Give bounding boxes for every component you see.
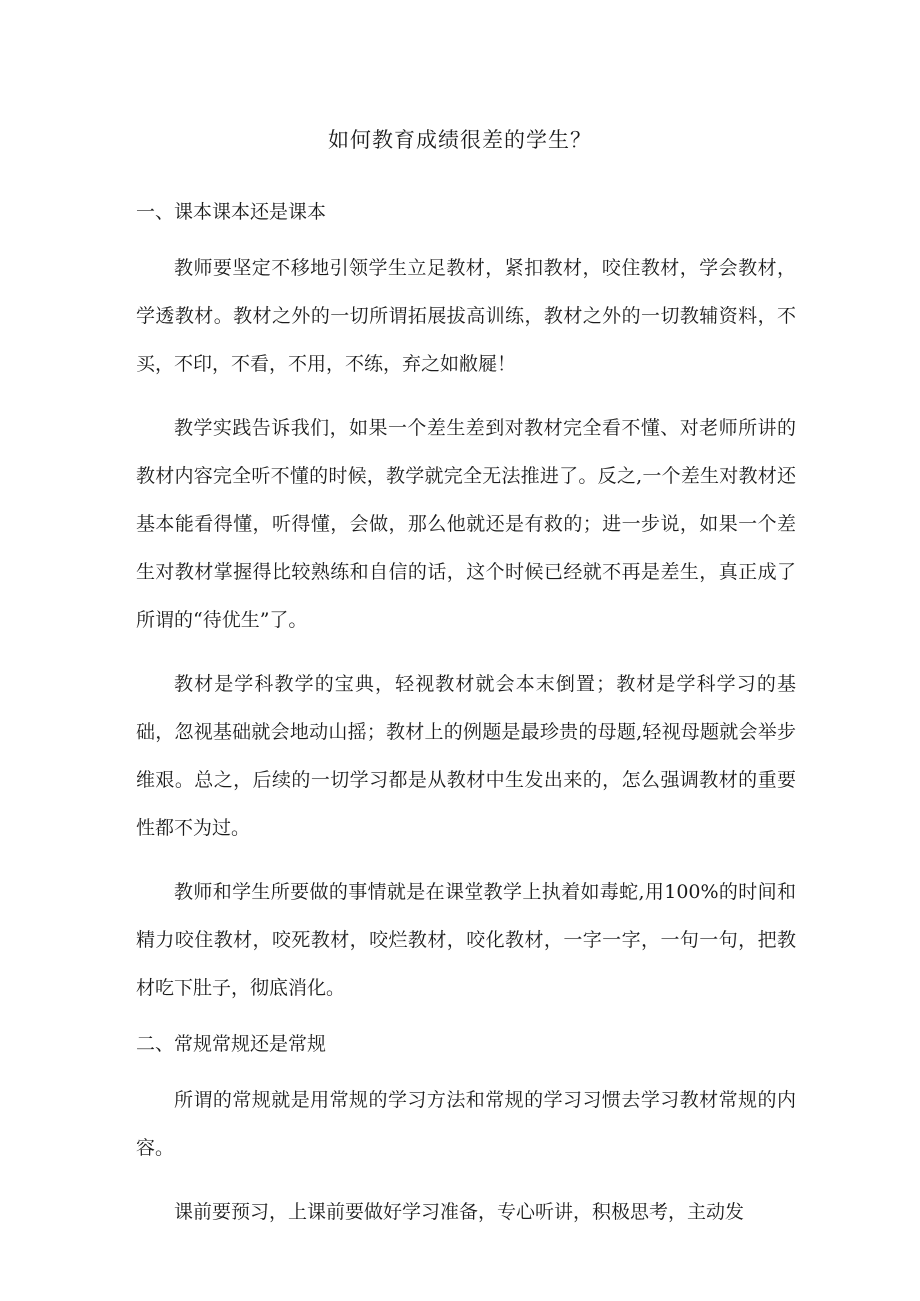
paragraph: 教学实践告诉我们，如果一个差生差到对教材完全看不懂、对老师所讲的教材内容完全听不懂的时候，教学就完全无法推进了。反之,一个差生对教材还基本能看得懂，听得懂，会做，那么他就还是有救的；进一步说，如果一个差生对教材掌握得比较熟练和自信的话，这个时候已经就不再是差生，真正成了所谓的“待优生”了。	[136, 417, 796, 631]
paragraph: 所谓的常规就是用常规的学习方法和常规的学习习惯去学习教材常规的内容。	[136, 1089, 796, 1159]
paragraph: 教材是学科教学的宝典，轻视教材就会本末倒置；教材是学科学习的基础，忽视基础就会地动山摇；教材上的例题是最珍贵的母题,轻视母题就会举步维艰。总之，后续的一切学习都是从教材中生发出来的，怎么强调教材的重要性都不为过。	[136, 673, 796, 839]
section-1	[136, 196, 796, 1012]
section-heading: 一、课本课本还是课本	[136, 201, 327, 223]
page-title: 如何教育成绩很差的学生？	[328, 128, 592, 152]
paragraph: 教师和学生所要做的事情就是在课堂教学上执着如毒蛇,用100%的时间和精力咬住教材，咬死教材，咬烂教材，咬化教材，一字一字，一句一句，把教材吃下肚子，彻底消化。	[136, 881, 796, 999]
paragraph: 教师要坚定不移地引领学生立足教材，紧扣教材，咬住教材，学会教材，学透教材。教材之外的一切所谓拓展拔高训练，教材之外的一切教辅资料，不买，不印，不看，不用，不练，弃之如敝屣！	[136, 257, 796, 375]
section-heading: 二、常规常规还是常规	[136, 1033, 327, 1055]
section-2	[136, 1028, 796, 1236]
document-body	[136, 196, 796, 1252]
paragraph: 课前要预习，上课前要做好学习准备，专心听讲，积极思考，主动发	[174, 1201, 745, 1223]
